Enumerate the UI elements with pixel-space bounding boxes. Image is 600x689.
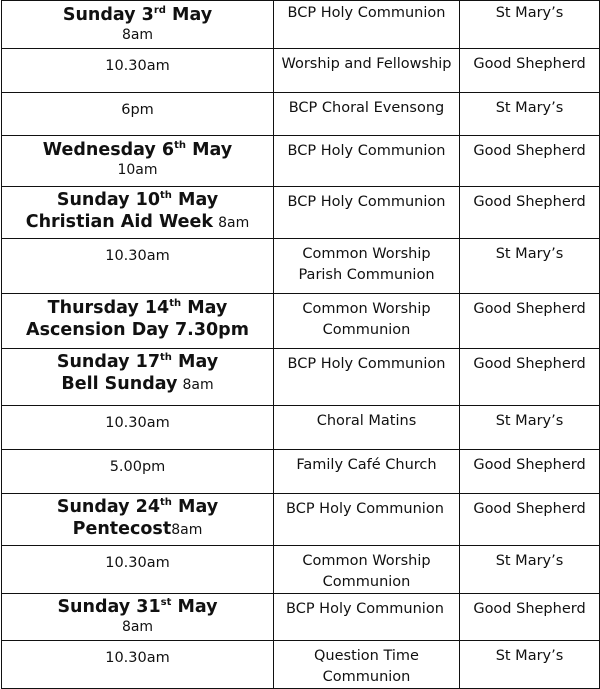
- table-row: [2, 239, 600, 294]
- service-time: 8am: [121, 27, 154, 43]
- date-time-cell: [2, 450, 274, 494]
- table-row: [2, 641, 600, 689]
- service-time: 10.30am: [105, 415, 170, 431]
- service-name: BCP Holy Communion: [274, 594, 460, 641]
- date-time-cell: [2, 93, 274, 136]
- service-name: Common Worship Communion: [274, 546, 460, 594]
- date-time-cell: [2, 546, 274, 594]
- service-name: Common Worship Communion: [274, 294, 460, 349]
- occasion-label: Bell Sunday: [61, 374, 178, 394]
- service-time: 8am: [121, 619, 154, 635]
- date-heading: Wednesday 6th May: [42, 140, 233, 160]
- date-heading: Sunday 3rd May: [62, 5, 213, 25]
- date-time-cell: [2, 1, 274, 49]
- venue-name: Good Shepherd: [460, 494, 600, 546]
- venue-name: St Mary’s: [460, 641, 600, 689]
- service-name: Worship and Fellowship: [274, 49, 460, 93]
- date-time-cell: [2, 494, 274, 546]
- service-name: BCP Holy Communion: [274, 187, 460, 239]
- table-row: [2, 49, 600, 93]
- venue-name: Good Shepherd: [460, 187, 600, 239]
- date-time-cell: [2, 641, 274, 689]
- service-name: Common Worship Parish Communion: [274, 239, 460, 294]
- venue-name: Good Shepherd: [460, 349, 600, 406]
- venue-name: Good Shepherd: [460, 450, 600, 494]
- table-row: [2, 93, 600, 136]
- venue-name: St Mary’s: [460, 93, 600, 136]
- service-name: BCP Holy Communion: [274, 1, 460, 49]
- service-time: 10.30am: [105, 555, 170, 571]
- date-time-cell: [2, 49, 274, 93]
- table-row: [2, 294, 600, 349]
- service-name: Family Café Church: [274, 450, 460, 494]
- service-name: BCP Holy Communion: [274, 136, 460, 187]
- service-time: 5.00pm: [109, 459, 166, 475]
- date-time-cell: [2, 136, 274, 187]
- table-row: [2, 546, 600, 594]
- service-time: 8am: [182, 377, 214, 393]
- venue-name: St Mary’s: [460, 406, 600, 450]
- date-heading: Sunday 31st May: [57, 597, 218, 617]
- table-row: [2, 187, 600, 239]
- date-heading: Sunday 10th May: [56, 190, 219, 210]
- venue-name: St Mary’s: [460, 546, 600, 594]
- date-time-cell: [2, 406, 274, 450]
- table-row: [2, 450, 600, 494]
- date-time-cell: [2, 594, 274, 641]
- date-time-cell: [2, 349, 274, 406]
- venue-name: Good Shepherd: [460, 49, 600, 93]
- venue-name: St Mary’s: [460, 239, 600, 294]
- occasion-label: Ascension Day 7.30pm: [26, 320, 249, 340]
- service-time: 6pm: [121, 102, 154, 118]
- table-row: [2, 349, 600, 406]
- date-heading: Thursday 14th May: [47, 298, 228, 318]
- service-name: Question Time Communion: [274, 641, 460, 689]
- service-name: Choral Matins: [274, 406, 460, 450]
- venue-name: St Mary’s: [460, 1, 600, 49]
- service-time: 10.30am: [105, 58, 170, 74]
- service-time: 10.30am: [105, 248, 170, 264]
- table-row: [2, 136, 600, 187]
- date-time-cell: [2, 239, 274, 294]
- date-time-cell: [2, 294, 274, 349]
- service-time: 8am: [171, 522, 203, 538]
- occasion-label: Christian Aid Week: [25, 212, 214, 232]
- venue-name: Good Shepherd: [460, 136, 600, 187]
- table-row: [2, 406, 600, 450]
- table-row: [2, 594, 600, 641]
- venue-name: Good Shepherd: [460, 294, 600, 349]
- date-heading: Sunday 24th May: [56, 497, 219, 517]
- table-row: [2, 1, 600, 49]
- service-name: BCP Holy Communion: [274, 494, 460, 546]
- table-row: [2, 494, 600, 546]
- venue-name: Good Shepherd: [460, 594, 600, 641]
- service-name: BCP Holy Communion: [274, 349, 460, 406]
- service-schedule-table: [1, 0, 600, 689]
- service-time: 10.30am: [105, 650, 170, 666]
- date-time-cell: [2, 187, 274, 239]
- occasion-label: Pentecost: [72, 519, 172, 539]
- service-time: 8am: [218, 215, 250, 231]
- date-heading: Sunday 17th May: [56, 352, 219, 372]
- service-name: BCP Choral Evensong: [274, 93, 460, 136]
- service-time: 10am: [117, 162, 158, 178]
